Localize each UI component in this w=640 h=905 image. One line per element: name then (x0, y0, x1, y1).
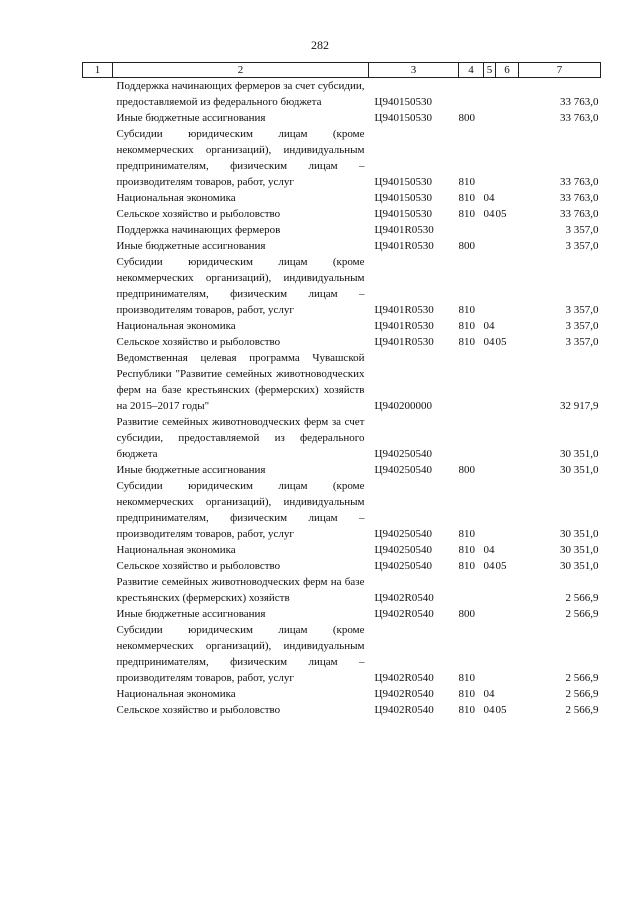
row-amount: 33 763,0 (560, 208, 599, 220)
row-name: Ведомственная целевая программа Чувашской Республики "Развитие семейных животноводческих ферм на базе крестьянских (фермерских) хозяйств на 2015–2017 годы" (116, 352, 365, 412)
row-amount: 32 917,9 (560, 400, 599, 412)
row-target-code: Ц940150530 (374, 112, 432, 124)
row-target-code: Ц940200000 (374, 400, 432, 412)
row-empty-cell (83, 334, 113, 350)
row-subsection: 05 (495, 560, 507, 572)
row-name: Субсидии юридическим лицам (кроме некоммерческих организаций), индивидуальным предпринимателям, физическим лицам – производителям товаров, работ, услуг (116, 624, 365, 684)
row-empty-cell (83, 238, 113, 254)
row-section: 04 (483, 704, 495, 716)
row-target-code: Ц940150530 (374, 192, 432, 204)
row-empty-cell (83, 414, 113, 462)
table-row (83, 686, 601, 702)
table-row (83, 558, 601, 574)
row-expense-type (459, 414, 484, 462)
row-expense-type: 810 (458, 672, 475, 684)
row-amount: 33 763,0 (560, 96, 599, 108)
row-expense-type: 810 (458, 176, 475, 188)
row-target-code: Ц9402R0540 (374, 592, 434, 604)
row-name: Сельское хозяйство и рыболовство (116, 704, 281, 716)
row-target-code: Ц940250540 (374, 528, 432, 540)
row-target-code: Ц940250540 (374, 544, 432, 556)
row-target-code: Ц9402R0540 (374, 688, 434, 700)
row-expense-type (459, 350, 484, 414)
row-amount: 2 566,9 (565, 592, 599, 604)
row-amount: 33 763,0 (560, 192, 599, 204)
row-empty-cell (83, 222, 113, 238)
row-name: Субсидии юридическим лицам (кроме некоммерческих организаций), индивидуальным предпринимателям, физическим лицам – производителям товаров, работ, услуг (116, 256, 365, 316)
row-subsection (496, 126, 519, 190)
row-expense-type (459, 78, 484, 111)
row-empty-cell (83, 558, 113, 574)
row-target-code: Ц940250540 (374, 560, 432, 572)
row-subsection (496, 254, 519, 318)
row-amount: 3 357,0 (565, 304, 599, 316)
row-section (484, 574, 496, 606)
row-amount: 30 351,0 (560, 464, 599, 476)
row-expense-type (459, 574, 484, 606)
row-subsection (496, 414, 519, 462)
budget-table (82, 62, 601, 718)
table-row (83, 334, 601, 350)
row-empty-cell (83, 702, 113, 718)
table-row (83, 350, 601, 414)
row-subsection (496, 190, 519, 206)
table-row (83, 110, 601, 126)
row-amount: 30 351,0 (560, 448, 599, 460)
row-target-code: Ц9402R0540 (374, 672, 434, 684)
row-name: Национальная экономика (116, 544, 236, 556)
row-amount: 3 357,0 (565, 240, 599, 252)
row-empty-cell (83, 78, 113, 111)
row-subsection (496, 622, 519, 686)
table-row (83, 462, 601, 478)
row-amount: 30 351,0 (560, 544, 599, 556)
row-target-code: Ц9401R0530 (374, 336, 434, 348)
table-row (83, 222, 601, 238)
row-expense-type: 800 (458, 464, 475, 476)
row-amount: 3 357,0 (565, 224, 599, 236)
row-expense-type: 810 (458, 528, 475, 540)
row-name: Иные бюджетные ассигнования (116, 112, 266, 124)
row-expense-type: 810 (458, 192, 475, 204)
row-name: Поддержка начинающих фермеров (116, 224, 281, 236)
row-section: 04 (483, 544, 495, 556)
row-amount: 33 763,0 (560, 112, 599, 124)
row-subsection (496, 350, 519, 414)
table-row (83, 190, 601, 206)
row-subsection (496, 318, 519, 334)
row-empty-cell (83, 206, 113, 222)
row-section: 04 (483, 336, 495, 348)
row-expense-type: 810 (458, 560, 475, 572)
column-header-6: 6 (496, 63, 519, 78)
row-name: Субсидии юридическим лицам (кроме некоммерческих организаций), индивидуальным предпринимателям, физическим лицам – производителям товаров, работ, услуг (116, 128, 365, 188)
row-expense-type: 810 (458, 304, 475, 316)
row-target-code: Ц940150530 (374, 176, 432, 188)
row-amount: 2 566,9 (565, 672, 599, 684)
table-row (83, 318, 601, 334)
row-empty-cell (83, 622, 113, 686)
row-expense-type (459, 222, 484, 238)
row-expense-type: 810 (458, 544, 475, 556)
row-empty-cell (83, 686, 113, 702)
row-amount: 30 351,0 (560, 560, 599, 572)
row-expense-type: 810 (458, 208, 475, 220)
row-empty-cell (83, 574, 113, 606)
row-expense-type: 810 (458, 320, 475, 332)
row-amount: 2 566,9 (565, 688, 599, 700)
column-header-2: 2 (113, 63, 369, 78)
header-row (83, 63, 601, 78)
row-empty-cell (83, 478, 113, 542)
row-section (484, 350, 496, 414)
row-expense-type: 800 (458, 240, 475, 252)
row-section (484, 622, 496, 686)
row-name: Национальная экономика (116, 320, 236, 332)
row-amount: 30 351,0 (560, 528, 599, 540)
row-target-code: Ц940250540 (374, 448, 432, 460)
column-header-3: 3 (369, 63, 459, 78)
row-name: Поддержка начинающих фермеров за счет субсидии, предоставляемой из федерального бюджета (116, 80, 365, 108)
row-name: Национальная экономика (116, 192, 236, 204)
row-section (484, 110, 496, 126)
row-section: 04 (483, 688, 495, 700)
table-row (83, 206, 601, 222)
row-section (484, 606, 496, 622)
row-name: Развитие семейных животноводческих ферм за счет субсидии, предоставляемой из федерального бюджета (116, 416, 365, 460)
column-header-5: 5 (484, 63, 496, 78)
table-row (83, 238, 601, 254)
row-target-code: Ц9401R0530 (374, 304, 434, 316)
row-amount: 3 357,0 (565, 320, 599, 332)
table-row (83, 414, 601, 462)
row-subsection: 05 (495, 704, 507, 716)
row-target-code: Ц940150530 (374, 96, 432, 108)
row-section (484, 222, 496, 238)
row-amount: 33 763,0 (560, 176, 599, 188)
table-row (83, 622, 601, 686)
page-number: 282 (311, 38, 329, 52)
row-name: Субсидии юридическим лицам (кроме некоммерческих организаций), индивидуальным предпринимателям, физическим лицам – производителям товаров, работ, услуг (116, 480, 365, 540)
table-body (83, 78, 601, 719)
row-expense-type: 800 (458, 112, 475, 124)
table-row (83, 126, 601, 190)
row-subsection (496, 478, 519, 542)
table-row (83, 254, 601, 318)
row-subsection (496, 574, 519, 606)
column-header-4: 4 (459, 63, 484, 78)
table-header (83, 63, 601, 78)
table-row (83, 702, 601, 718)
column-header-1: 1 (83, 63, 113, 78)
row-subsection (496, 78, 519, 111)
row-name: Сельское хозяйство и рыболовство (116, 208, 281, 220)
row-section (484, 126, 496, 190)
row-subsection (496, 110, 519, 126)
row-subsection (496, 462, 519, 478)
row-name: Национальная экономика (116, 688, 236, 700)
row-target-code: Ц940250540 (374, 464, 432, 476)
row-target-code: Ц9402R0540 (374, 608, 434, 620)
row-name: Иные бюджетные ассигнования (116, 240, 266, 252)
row-amount: 2 566,9 (565, 608, 599, 620)
row-section (484, 254, 496, 318)
row-empty-cell (83, 318, 113, 334)
row-target-code: Ц9402R0540 (374, 704, 434, 716)
row-subsection (496, 606, 519, 622)
row-expense-type: 810 (458, 336, 475, 348)
table-row (83, 542, 601, 558)
table-row (83, 78, 601, 111)
row-target-code: Ц940150530 (374, 208, 432, 220)
table-row (83, 606, 601, 622)
row-name: Сельское хозяйство и рыболовство (116, 336, 281, 348)
row-section: 04 (483, 192, 495, 204)
row-empty-cell (83, 350, 113, 414)
row-subsection: 05 (495, 336, 507, 348)
row-section: 04 (483, 320, 495, 332)
table-row (83, 478, 601, 542)
row-name: Развитие семейных животноводческих ферм на базе крестьянских (фермерских) хозяйств (116, 576, 365, 604)
row-subsection (496, 542, 519, 558)
row-empty-cell (83, 110, 113, 126)
row-empty-cell (83, 190, 113, 206)
row-subsection (496, 222, 519, 238)
row-name: Иные бюджетные ассигнования (116, 464, 266, 476)
row-empty-cell (83, 606, 113, 622)
row-target-code: Ц9401R0530 (374, 320, 434, 332)
row-name: Сельское хозяйство и рыболовство (116, 560, 281, 572)
row-amount: 2 566,9 (565, 704, 599, 716)
row-subsection (496, 238, 519, 254)
row-target-code: Ц9401R0530 (374, 240, 434, 252)
row-empty-cell (83, 254, 113, 318)
row-section: 04 (483, 560, 495, 572)
row-section: 04 (483, 208, 495, 220)
row-empty-cell (83, 542, 113, 558)
row-empty-cell (83, 462, 113, 478)
row-expense-type: 810 (458, 688, 475, 700)
row-subsection: 05 (495, 208, 507, 220)
row-section (484, 238, 496, 254)
row-expense-type: 810 (458, 704, 475, 716)
row-target-code: Ц9401R0530 (374, 224, 434, 236)
row-expense-type: 800 (458, 608, 475, 620)
row-section (484, 462, 496, 478)
row-empty-cell (83, 126, 113, 190)
row-amount: 3 357,0 (565, 336, 599, 348)
row-section (484, 414, 496, 462)
row-subsection (496, 686, 519, 702)
row-name: Иные бюджетные ассигнования (116, 608, 266, 620)
row-section (484, 478, 496, 542)
table-row (83, 574, 601, 606)
row-section (484, 78, 496, 111)
column-header-7: 7 (519, 63, 601, 78)
